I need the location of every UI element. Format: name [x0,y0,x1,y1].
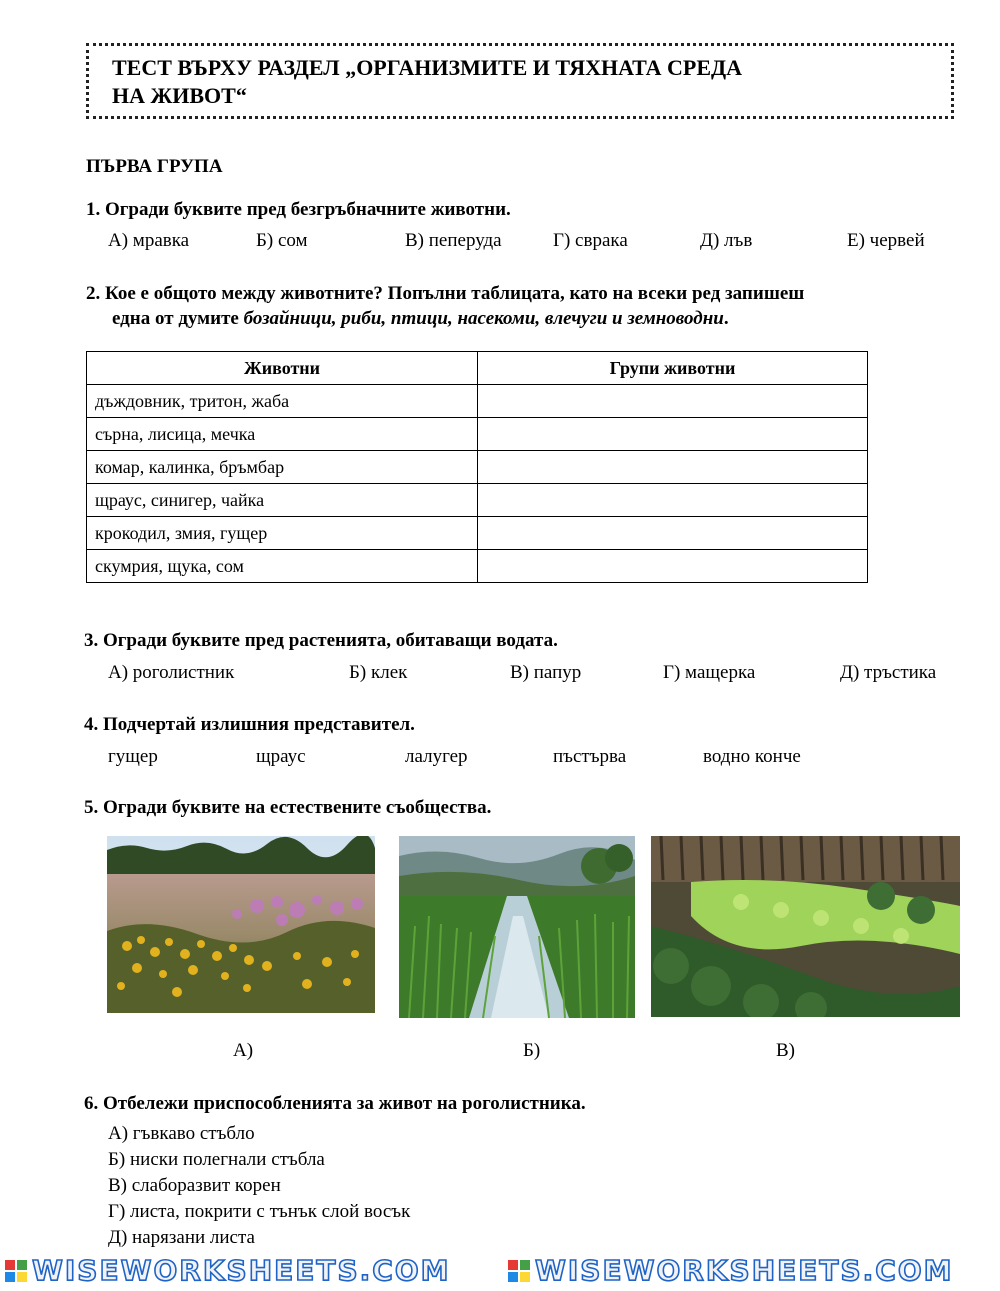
table-cell-animals: комар, калинка, бръмбар [87,451,478,484]
table-row [87,517,868,550]
q6-option-e[interactable]: Д) нарязани листа [108,1227,255,1248]
q2-line2-words: бозайници, риби, птици, насекоми, влечуги и земноводни [243,308,724,329]
header-animals: Животни [87,352,478,385]
caption-c[interactable]: В) [776,1040,795,1061]
question-2: 2. Кое е общото между животните? Попълни таблицата, като на всеки ред запишеш [86,283,805,304]
table-cell-answer[interactable] [478,451,868,484]
q1-option-a[interactable]: А) мравка [108,230,190,251]
q1-option-e[interactable]: Д) лъв [700,230,753,251]
q3-option-a[interactable]: А) роголистник [108,662,235,683]
table-row [87,418,868,451]
q1-option-b[interactable]: Б) сом [256,230,308,251]
q2-line2-end: . [723,308,729,329]
garden-photo [651,836,960,1017]
q2-line2-start: една от думите [112,308,244,329]
q1-option-f[interactable]: Е) червей [847,230,925,251]
watermark-text-2: WISEWORKSHEETS.COM [535,1254,954,1287]
header-groups: Групи животни [478,352,868,385]
q3-option-d[interactable]: Г) мащерка [663,662,756,683]
question-4: 4. Подчертай излишния представител. [84,714,415,735]
q3-option-b[interactable]: Б) клек [349,662,408,683]
table-header-row [87,352,868,385]
table-cell-animals: скумрия, щука, сом [87,550,478,583]
footer-watermark [0,1252,1000,1291]
q6-option-c[interactable]: В) слаборазвит корен [108,1175,281,1196]
question-3: 3. Огради буквите пред растенията, обитаващи водата. [84,630,558,651]
q4-option-2[interactable]: щраус [256,746,306,767]
q6-option-b[interactable]: Б) ниски полегнали стъбла [108,1149,325,1170]
wise-logo-icon [508,1260,530,1282]
table-cell-answer[interactable] [478,484,868,517]
q3-option-e[interactable]: Д) тръстика [840,662,937,683]
table-cell-animals: сърна, лисица, мечка [87,418,478,451]
q3-option-c[interactable]: В) папур [510,662,582,683]
q1-option-c[interactable]: В) пеперуда [405,230,502,251]
wise-logo-icon [5,1260,27,1282]
table-row [87,484,868,517]
table-row [87,550,868,583]
q6-option-d[interactable]: Г) листа, покрити с тънък слой восък [108,1201,411,1222]
table-cell-answer[interactable] [478,385,868,418]
q1-option-d[interactable]: Г) сврака [553,230,628,251]
meadow-photo [107,836,375,1013]
watermark-text-1: WISEWORKSHEETS.COM [32,1254,451,1287]
q4-option-1[interactable]: гущер [108,746,158,767]
table-cell-animals: щраус, синигер, чайка [87,484,478,517]
caption-a[interactable]: А) [233,1040,254,1061]
table-cell-answer[interactable] [478,517,868,550]
q6-option-a[interactable]: А) гъвкаво стъбло [108,1123,255,1144]
table-cell-animals: дъждовник, тритон, жаба [87,385,478,418]
table-row [87,451,868,484]
question-6: 6. Отбележи приспособленията за живот на роголистника. [84,1093,586,1114]
q4-option-4[interactable]: пъстърва [553,746,627,767]
group-heading: ПЪРВА ГРУПА [86,156,223,177]
title-line-2: НА ЖИВОТ“ [112,83,247,108]
table-cell-animals: крокодил, змия, гущер [87,517,478,550]
question-5: 5. Огради буквите на естествените съобщества. [84,797,492,818]
table-cell-answer[interactable] [478,550,868,583]
animals-table [86,351,868,583]
question-2-line-2 [112,308,729,330]
question-1: 1. Огради буквите пред безгръбначните животни. [86,199,511,220]
table-row [87,385,868,418]
table-cell-answer[interactable] [478,418,868,451]
page-title [112,54,742,110]
q4-option-3[interactable]: лалугер [405,746,468,767]
title-line-1: ТЕСТ ВЪРХУ РАЗДЕЛ „ОРГАНИЗМИТЕ И ТЯХНАТА СРЕДА [112,55,743,80]
caption-b[interactable]: Б) [523,1040,541,1061]
q4-option-5[interactable]: водно конче [703,746,801,767]
stream-photo [399,836,635,1018]
